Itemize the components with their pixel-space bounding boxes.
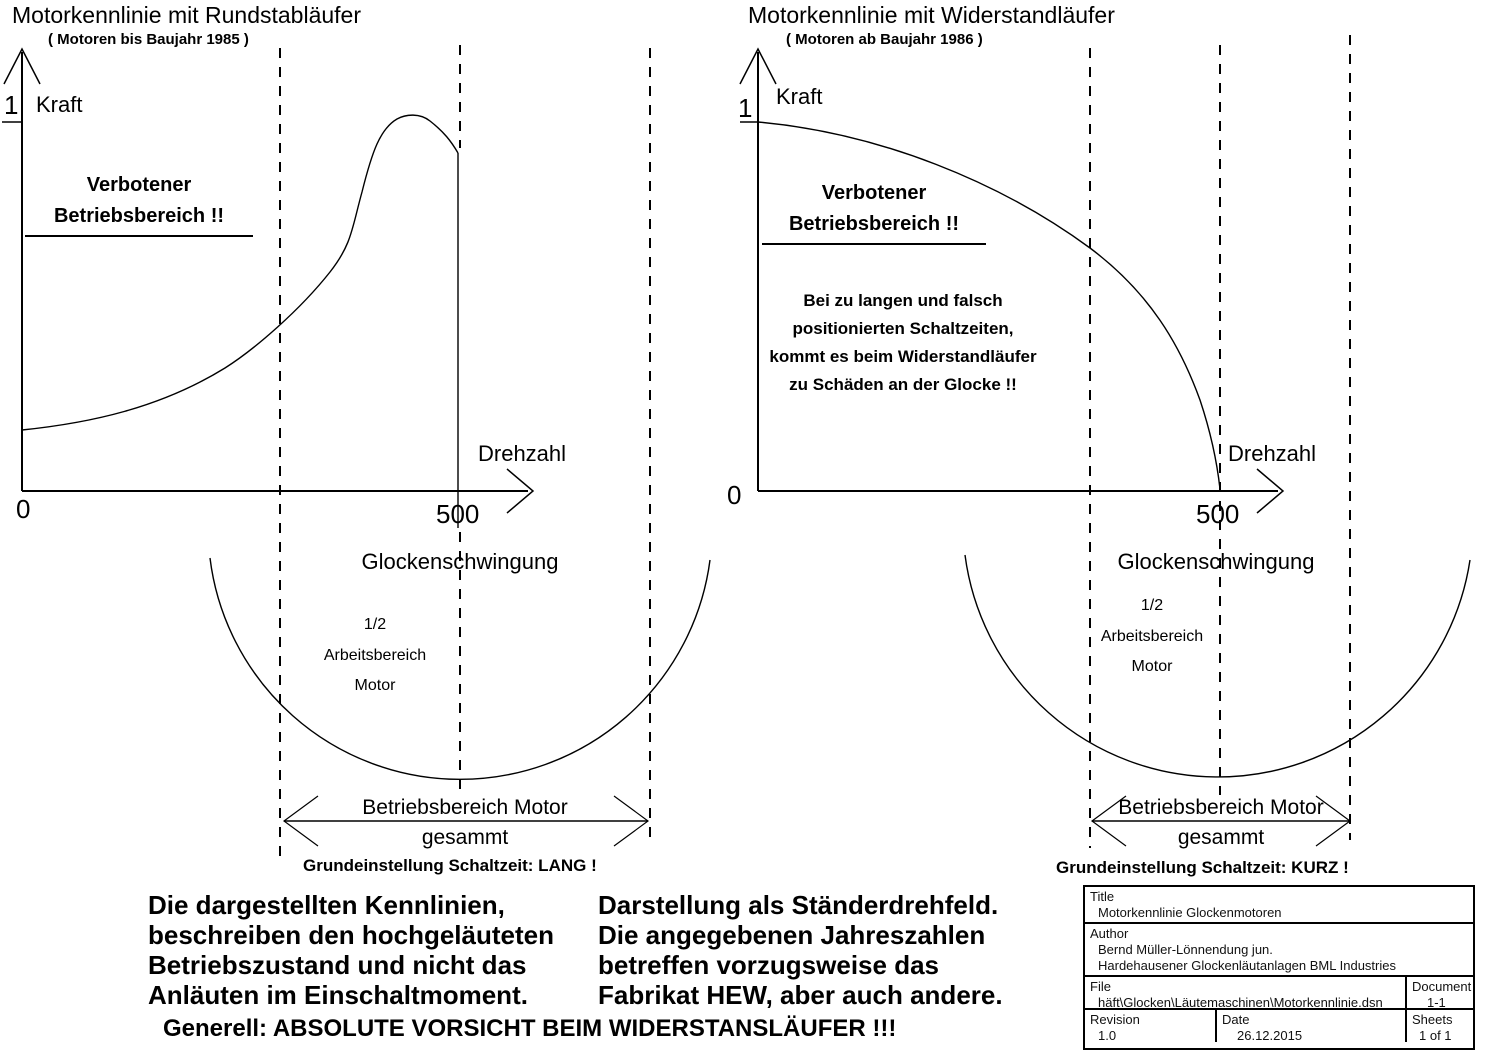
right-setting-label: Grundeinstellung Schaltzeit: KURZ ! — [1056, 858, 1349, 877]
right-bell-swing-label: Glockenschwingung — [1117, 549, 1315, 574]
title-block-row-revision — [1085, 1008, 1473, 1042]
left-forbidden-zone-label — [25, 170, 253, 237]
left-bell-swing-label: Glockenschwingung — [361, 549, 559, 574]
right-forbidden-zone-label — [762, 178, 986, 245]
left-work-area-line1: Arbeitsbereich — [323, 647, 427, 664]
footer-note-left-line2: beschreiben den hochgeläuteten — [148, 920, 554, 950]
sheets-value: 1 of 1 — [1419, 1028, 1452, 1042]
footer-warning: Generell: ABSOLUTE VORSICHT BEIM WIDERSTANSLÄUFER !!! — [163, 1015, 897, 1042]
right-work-area-line2: Motor — [1131, 658, 1173, 675]
right-forbidden-line1: Verbotener — [821, 182, 927, 204]
document-value: 1-1 — [1427, 995, 1446, 1008]
title-block — [1083, 885, 1475, 1050]
left-half-label: 1/2 — [363, 616, 387, 633]
right-chart-title: Motorkennlinie mit Widerstandläufer — [748, 2, 1115, 28]
right-y-axis-label: Kraft — [776, 84, 823, 109]
author-cell — [1085, 924, 1473, 975]
left-torque-curve — [22, 115, 458, 430]
revision-cell — [1085, 1010, 1215, 1042]
footer-note-center-line2: Die angegebenen Jahreszahlen — [598, 920, 986, 950]
title-label: Title — [1090, 889, 1115, 904]
date-cell — [1215, 1010, 1405, 1042]
file-cell — [1085, 977, 1405, 1008]
right-damage-note — [758, 287, 1048, 399]
footer-note-center-line1: Darstellung als Ständerdrehfeld. — [598, 890, 999, 920]
title-value: Motorkennlinie Glockenmotoren — [1098, 905, 1282, 920]
footer-note-center-line3: betreffen vorzugsweise das — [598, 950, 939, 980]
right-origin-label: 0 — [727, 480, 742, 510]
left-y-max-label: 1 — [4, 90, 19, 120]
file-value: häft\Glocken\Läutemaschinen\Motorkennlinie.dsn — [1098, 995, 1383, 1008]
title-cell — [1085, 887, 1473, 922]
footer-note-left-line3: Betriebszustand und nicht das — [148, 950, 527, 980]
right-x-axis-label: Drehzahl — [1228, 441, 1317, 466]
right-y-max-label: 1 — [738, 93, 753, 123]
right-chart-subtitle: ( Motoren ab Baujahr 1986 ) — [786, 31, 983, 48]
title-block-row-title — [1085, 887, 1473, 922]
document-label: Document — [1412, 979, 1472, 994]
title-block-row-file — [1085, 975, 1473, 1008]
left-chart-title: Motorkennlinie mit Rundstabläufer — [12, 2, 362, 28]
author-label: Author — [1090, 926, 1129, 941]
date-value: 26.12.2015 — [1237, 1028, 1303, 1042]
left-range-label: Betriebsbereich Motor — [362, 796, 568, 819]
right-range-sub-label: gesammt — [1177, 826, 1265, 849]
left-forbidden-line1: Verbotener — [86, 174, 192, 196]
left-origin-label: 0 — [16, 494, 31, 524]
footer-note-left-line1: Die dargestellten Kennlinien, — [148, 890, 505, 920]
right-work-area-line1: Arbeitsbereich — [1100, 628, 1204, 645]
sheets-cell — [1405, 1010, 1473, 1042]
left-work-area-line2: Motor — [354, 677, 396, 694]
right-range-label: Betriebsbereich Motor — [1118, 796, 1324, 819]
left-setting-label: Grundeinstellung Schaltzeit: LANG ! — [303, 856, 597, 875]
left-x-max-label: 500 — [436, 499, 480, 529]
author-value-1: Bernd Müller-Lönnendung jun. — [1098, 942, 1273, 957]
date-label: Date — [1222, 1012, 1250, 1027]
footer-note-left-line4: Anläuten im Einschaltmoment. — [148, 980, 528, 1010]
left-x-axis-label: Drehzahl — [478, 441, 567, 466]
footer-note-center-line4: Fabrikat HEW, aber auch andere. — [598, 980, 1003, 1010]
right-damage-line1: Bei zu langen und falsch — [803, 291, 1003, 310]
left-range-sub-label: gesammt — [421, 826, 509, 849]
right-damage-line2: positionierten Schaltzeiten, — [792, 319, 1014, 338]
document-cell — [1405, 977, 1473, 1008]
left-forbidden-line2: Betriebsbereich !! — [53, 205, 225, 227]
right-half-label: 1/2 — [1140, 597, 1164, 614]
right-x-max-label: 500 — [1196, 499, 1240, 529]
author-value-2: Hardehausener Glockenläutanlagen BML Industries — [1098, 958, 1396, 973]
left-y-axis-label: Kraft — [36, 92, 83, 117]
footer-note-left — [148, 890, 554, 1010]
revision-label: Revision — [1090, 1012, 1140, 1027]
file-label: File — [1090, 979, 1111, 994]
revision-value: 1.0 — [1098, 1028, 1117, 1042]
footer-note-center — [598, 890, 1003, 1010]
left-chart-subtitle: ( Motoren bis Baujahr 1985 ) — [48, 31, 249, 48]
title-block-row-author — [1085, 922, 1473, 975]
right-damage-line3: kommt es beim Widerstandläufer — [769, 347, 1037, 366]
sheets-label: Sheets — [1412, 1012, 1453, 1027]
right-damage-line4: zu Schäden an der Glocke !! — [789, 375, 1017, 394]
right-forbidden-line2: Betriebsbereich !! — [788, 213, 960, 235]
